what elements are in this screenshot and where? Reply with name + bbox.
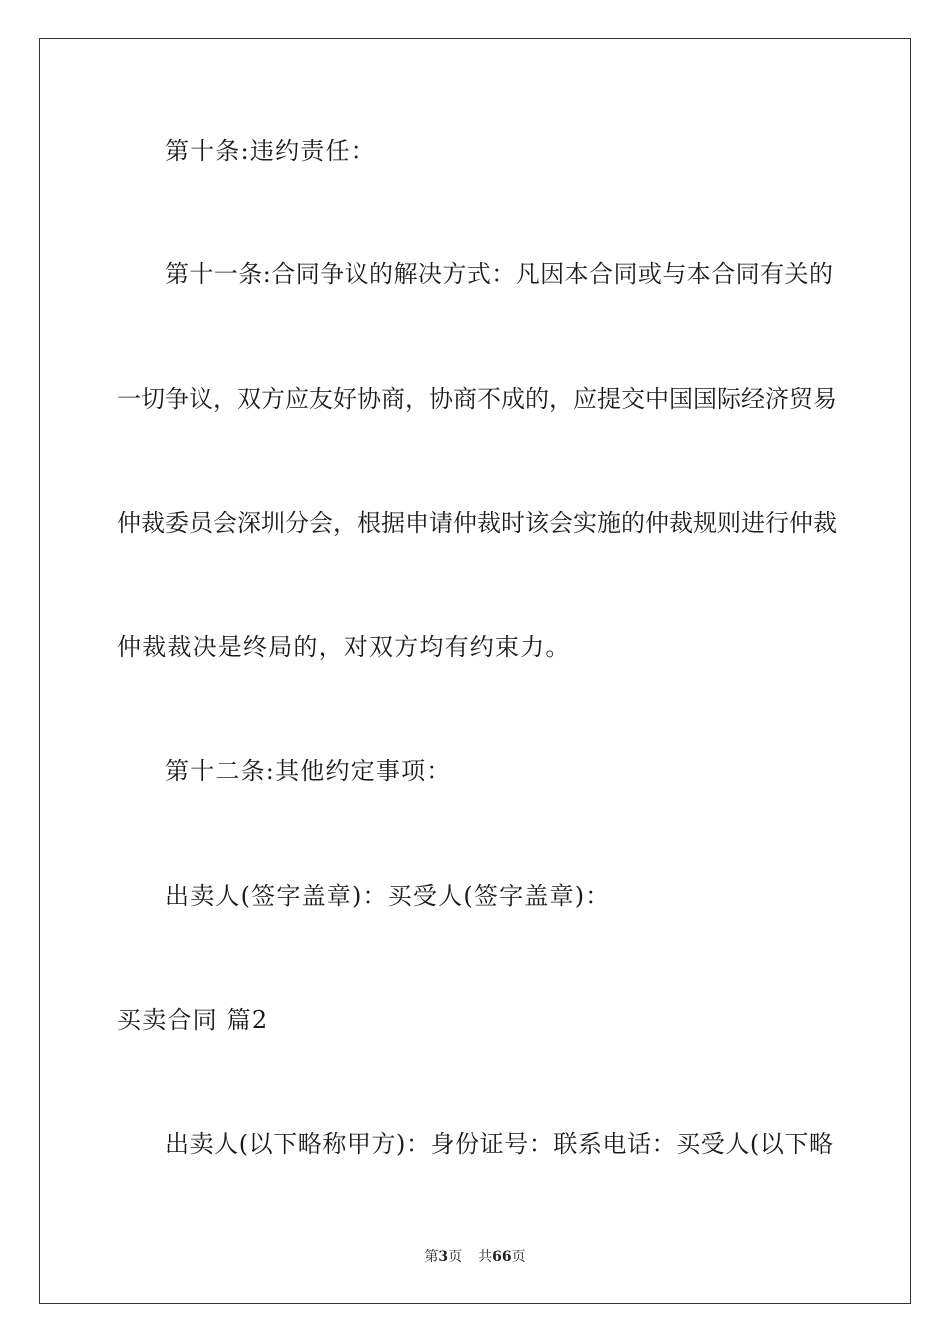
footer-total-pages: 66 (492, 1249, 512, 1265)
clause-11-line-4: 仲裁裁决是终局的，对双方均有约束力。 (117, 633, 571, 661)
clause-11-line-2: 一切争议，双方应友好协商，协商不成的，应提交中国国际经济贸易 (117, 385, 837, 413)
footer-page-suffix: 页 (448, 1249, 463, 1265)
footer-total-prefix: 共 (478, 1249, 493, 1265)
footer-page-number: 3 (438, 1249, 449, 1265)
section-heading-contract-2: 买卖合同 篇2 (117, 1006, 269, 1034)
page-footer (0, 1248, 950, 1266)
clause-11-line-1: 第十一条:合同争议的解决方式：凡因本合同或与本合同有关的 (165, 260, 833, 288)
page-frame (39, 38, 911, 1304)
contract-2-parties-line: 出卖人(以下略称甲方)：身份证号：联系电话：买受人(以下略 (165, 1130, 833, 1158)
footer-total-suffix: 页 (511, 1249, 526, 1265)
signature-line: 出卖人(签字盖章)：买受人(签字盖章)： (165, 882, 611, 910)
clause-12-heading: 第十二条:其他约定事项： (165, 757, 452, 785)
clause-10-heading: 第十条:违约责任： (165, 137, 376, 165)
clause-11-line-3: 仲裁委员会深圳分会，根据申请仲裁时该会实施的仲裁规则进行仲裁 (117, 509, 837, 537)
footer-page-prefix: 第 (424, 1249, 439, 1265)
